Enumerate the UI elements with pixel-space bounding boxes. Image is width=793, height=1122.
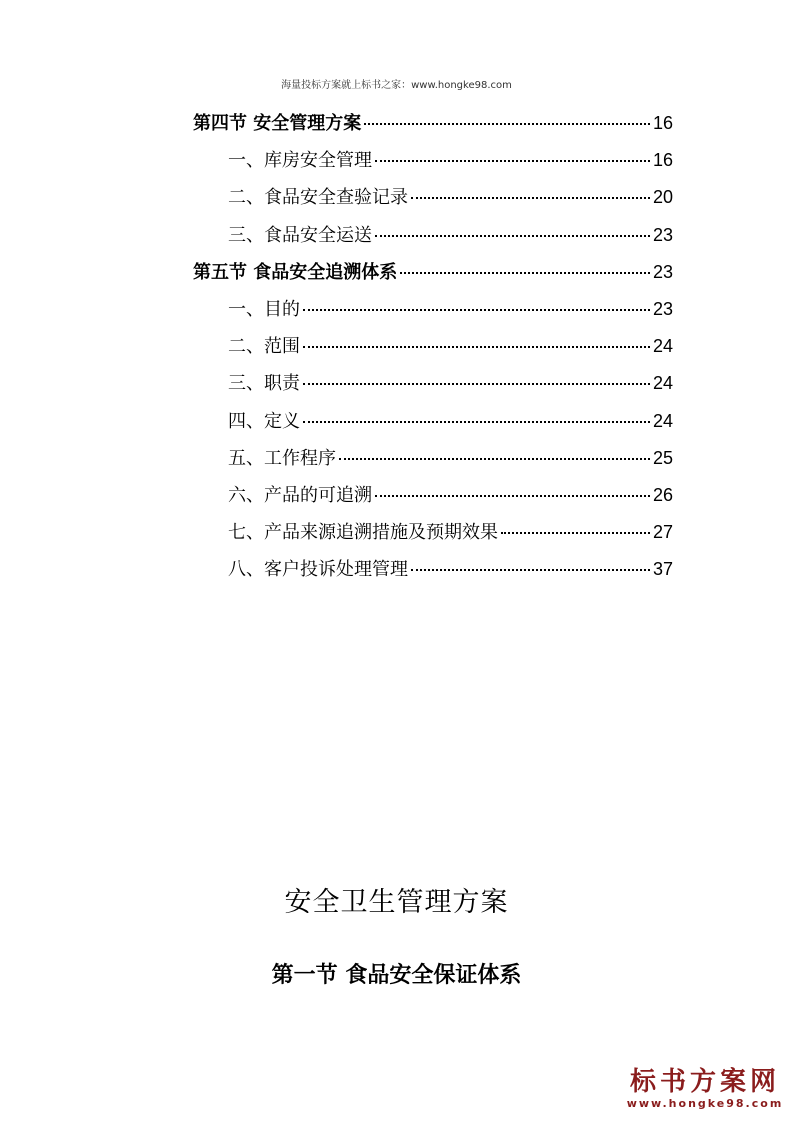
toc-dot-leader [375, 234, 650, 237]
toc-entry-page: 24 [652, 373, 673, 394]
toc-dot-leader [375, 494, 650, 497]
toc-entry[interactable] [193, 179, 673, 216]
toc-entry[interactable] [193, 551, 673, 588]
toc-entry-label: 四、定义 [228, 410, 300, 432]
toc-entry-page: 24 [652, 336, 673, 357]
toc-entry-label: 第四节 安全管理方案 [193, 113, 362, 134]
toc-entry-label: 二、食品安全查验记录 [228, 187, 408, 209]
document-title: 安全卫生管理方案 [284, 887, 509, 918]
toc-entry[interactable] [193, 291, 673, 328]
toc-dot-leader [339, 457, 650, 460]
toc-entry[interactable] [193, 514, 673, 551]
toc-entry-page: 25 [652, 447, 673, 468]
watermark-url: www.hongke98.com [626, 1097, 784, 1110]
toc-entry-label: 第五节 食品安全追溯体系 [193, 261, 398, 283]
toc-entry-label: 三、食品安全运送 [228, 224, 372, 246]
toc-entry-label: 一、目的 [228, 298, 300, 320]
toc-entry[interactable] [193, 440, 673, 477]
toc-dot-leader [375, 159, 650, 162]
toc-entry-page: 20 [652, 187, 673, 208]
toc-dot-leader [364, 122, 650, 125]
toc-entry-label: 八、客户投诉处理管理 [228, 559, 408, 581]
toc-dot-leader [501, 531, 650, 534]
toc-entry-page: 23 [652, 224, 673, 245]
toc-dot-leader [303, 308, 650, 311]
toc-dot-leader [411, 568, 650, 571]
toc-entry[interactable] [193, 217, 673, 254]
toc-entry-label: 三、职责 [228, 373, 300, 395]
toc-entry[interactable] [193, 142, 673, 179]
toc-entry-page: 27 [652, 522, 673, 543]
table-of-contents [193, 105, 673, 588]
toc-entry-label: 七、产品来源追溯措施及预期效果 [228, 522, 498, 544]
chapter-heading: 第一节 食品安全保证体系 [271, 962, 522, 988]
toc-entry-label: 五、工作程序 [228, 447, 336, 469]
toc-entry-page: 23 [652, 261, 673, 282]
toc-entry-page: 37 [652, 559, 673, 580]
toc-entry[interactable] [193, 328, 673, 365]
toc-dot-leader [303, 420, 650, 423]
toc-entry-label: 六、产品的可追溯 [228, 484, 372, 506]
toc-entry-page: 24 [652, 410, 673, 431]
toc-entry-label: 二、范围 [228, 336, 300, 358]
toc-entry-page: 16 [652, 113, 673, 133]
page-header: 海量投标方案就上标书之家：www.hongke98.com [281, 80, 512, 91]
toc-entry[interactable] [193, 365, 673, 402]
toc-entry[interactable] [193, 254, 673, 291]
toc-entry-page: 23 [652, 298, 673, 319]
toc-entry[interactable] [193, 403, 673, 440]
toc-dot-leader [303, 345, 650, 348]
toc-entry-page: 16 [652, 150, 673, 171]
toc-entry-label: 一、库房安全管理 [228, 150, 372, 172]
toc-dot-leader [411, 196, 650, 199]
toc-entry-page: 26 [652, 484, 673, 505]
toc-dot-leader [303, 382, 650, 385]
watermark-logo [625, 1067, 785, 1110]
toc-dot-leader [400, 271, 650, 274]
watermark-logo-text: 标书方案网 [629, 1067, 780, 1097]
toc-entry[interactable] [193, 105, 673, 142]
toc-entry[interactable] [193, 477, 673, 514]
